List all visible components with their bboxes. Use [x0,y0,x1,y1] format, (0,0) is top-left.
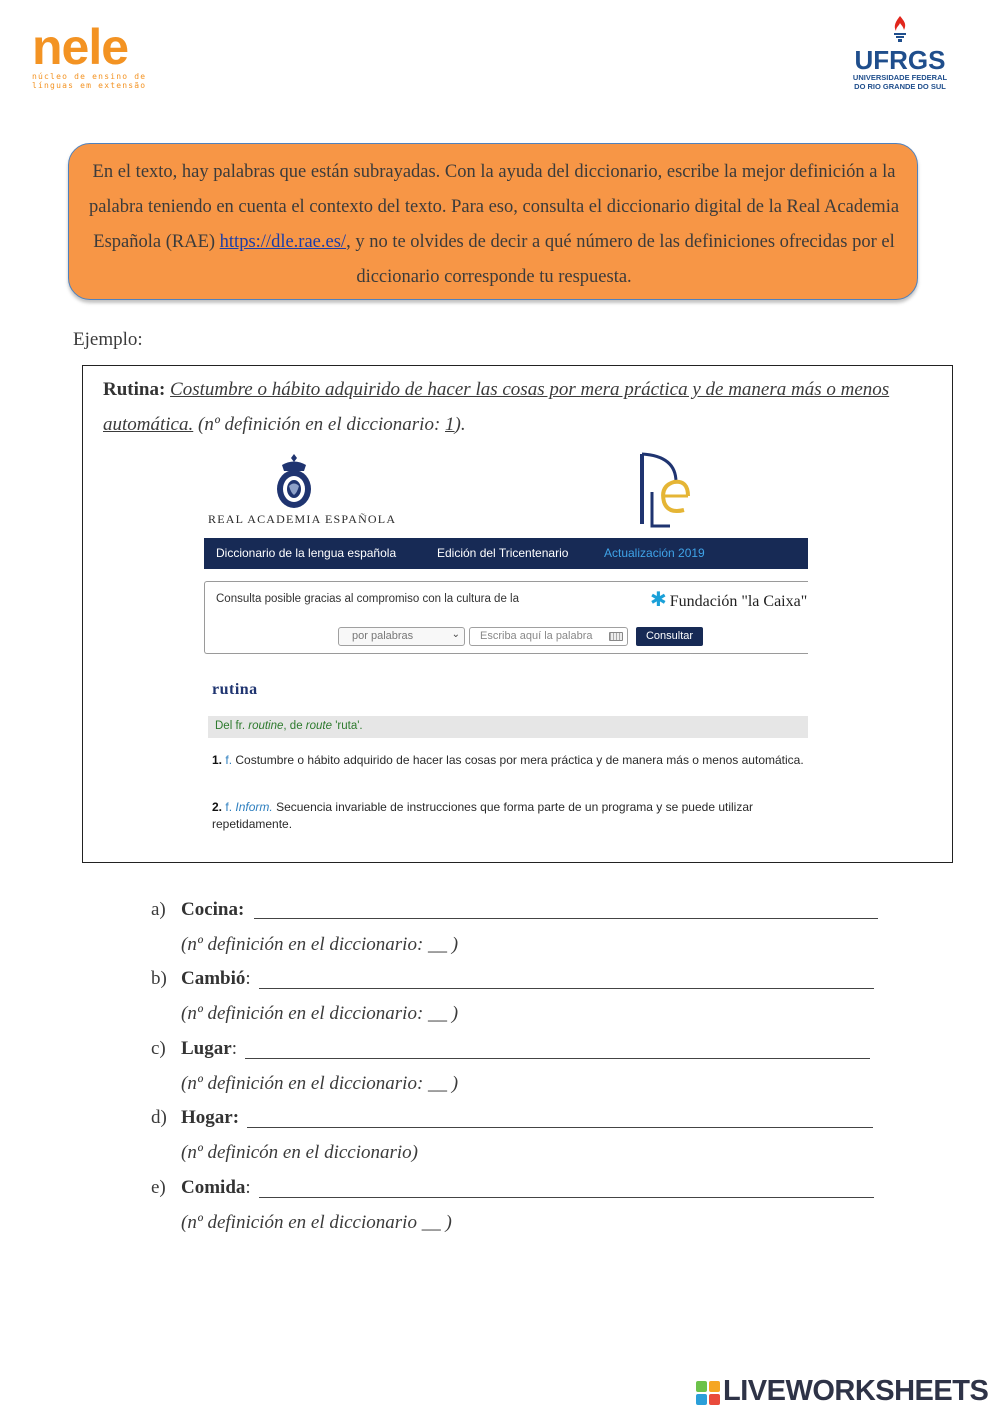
exercise-letter: e) [151,1177,166,1198]
search-input[interactable]: Escriba aquí la palabra [469,627,628,646]
nav-tricentenario[interactable]: Edición del Tricentenario [437,546,569,560]
answer-line-d[interactable] [247,1127,873,1128]
example-note-prefix: (nº definición en el diccionario: [193,414,446,435]
sense-text: Secuencia invariable de instrucciones que forma parte de un programa y se puede utilizar repetidamente. [212,800,754,831]
answer-line-c[interactable] [245,1058,870,1059]
etymology-text [215,720,363,732]
exercise-a [151,899,244,921]
ufrgs-logo-word: UFRGS [854,45,946,75]
exercise-d [151,1107,239,1129]
torch-icon [885,14,915,42]
sponsor-logo [650,587,808,611]
sense-number: 2. [212,800,223,814]
exercise-word: Hogar: [181,1107,240,1128]
example-definition-text: Costumbre o hábito adquirido de hacer las cosas por mera práctica y de manera más o menos automática. [103,379,890,435]
sense-text: Costumbre o hábito adquirido de hacer las cosas por mera práctica y de manera más o menos automática. [235,753,804,767]
example-term: Rutina: [103,379,166,400]
etymology-mid: , de [283,720,306,732]
instructions-text-start: En el texto, hay palabras que están subrayadas. Con la ayuda del diccionario, escribe la mejor definición a la palabra teniendo en cuenta el contexto del texto. Para eso, consulta el diccionario digital de la Real Academia Española (RAE) [88,162,900,252]
sense-1 [212,752,804,769]
answer-line-b[interactable] [259,988,874,989]
answer-line-a[interactable] [254,918,878,919]
nele-logo-tagline-2: línguas em extensão [32,81,147,90]
exercise-letter: b) [151,968,167,989]
exercise-c [151,1038,237,1060]
etymology-bar [208,716,808,738]
exercise-note-c: (nº definición en el diccionario: __ ) [181,1073,459,1094]
sponsor-name: Fundación "la Caixa" [669,593,808,610]
ufrgs-logo-line-1: UNIVERSIDADE FEDERAL [852,73,948,82]
search-mode-select[interactable] [338,627,465,646]
nav-actualizacion[interactable]: Actualización 2019 [604,546,705,560]
example-note-number: 1 [445,414,455,435]
etymology-word-2: route [305,720,333,732]
instructions-text-end: , y no te olvides de decir a qué número de las definiciones ofrecidas por el diccionario corresponde tu respuesta. [346,232,895,287]
exercise-note-a: (nº definición en el diccionario: __ ) [181,934,459,955]
rae-navbar [204,538,808,569]
instructions-text [69,155,919,295]
sense-number: 1. [212,753,223,767]
exercise-punct: : [245,968,251,989]
rae-name: REAL ACADEMIA ESPAÑOLA [208,512,397,526]
rae-crest-icon [272,453,316,511]
exercise-punct: : [245,1177,251,1198]
exercise-note-b: (nº definición en el diccionario: __ ) [181,1003,459,1024]
nele-logo-word: nele [32,19,129,75]
sense-mark[interactable]: Inform. [235,800,273,814]
etymology-word-1: routine [248,720,284,732]
answer-line-e[interactable] [259,1197,874,1198]
rae-link[interactable]: https://dle.rae.es/ [219,232,347,252]
example-note-suffix: ). [454,414,466,435]
exercise-letter: a) [151,899,166,920]
exercise-e [151,1177,251,1199]
nele-logo [32,19,182,94]
search-mode-value: por palabras [352,630,414,642]
star-icon: ✱ [650,589,667,611]
sense-2 [212,799,804,833]
sponsor-text: Consulta posible gracias al compromiso con la cultura de la [216,593,519,605]
exercise-letter: d) [151,1107,167,1128]
exercise-punct: : [231,1038,237,1059]
exercise-word: Lugar [181,1038,232,1059]
ufrgs-logo [848,14,952,92]
keyboard-icon[interactable] [609,632,623,641]
example-definition [103,372,943,442]
exercise-b [151,968,251,990]
exercise-word: Cocina: [181,899,245,920]
nele-logo-tagline-1: núcleo de ensino de [32,72,147,81]
sense-abbr[interactable]: f. [225,800,233,814]
nav-diccionario[interactable]: Diccionario de la lengua española [216,546,397,560]
instructions-box [68,143,918,300]
liveworksheets-brand: LIVEWORKSHEETS [723,1375,989,1407]
etymology-prefix: Del fr. [215,720,249,732]
consultar-button[interactable]: Consultar [636,627,703,646]
exercise-word: Cambió [181,968,246,989]
exercise-word: Comida [181,1177,246,1198]
chevron-down-icon: ⌄ [451,629,460,640]
entry-headword: rutina [212,681,258,698]
exercise-note-e: (nº definición en el diccionario __ ) [181,1212,452,1233]
exercise-note-d: (nº definicón en el diccionario) [181,1142,418,1163]
exercise-letter: c) [151,1038,166,1059]
sense-abbr[interactable]: f. [225,753,233,767]
etymology-suffix: 'ruta'. [332,720,363,732]
ufrgs-logo-line-2: DO RIO GRANDE DO SUL [854,82,946,91]
dle-logo-icon [636,452,696,528]
example-label: Ejemplo: [73,329,143,350]
liveworksheets-icon [696,1381,720,1405]
